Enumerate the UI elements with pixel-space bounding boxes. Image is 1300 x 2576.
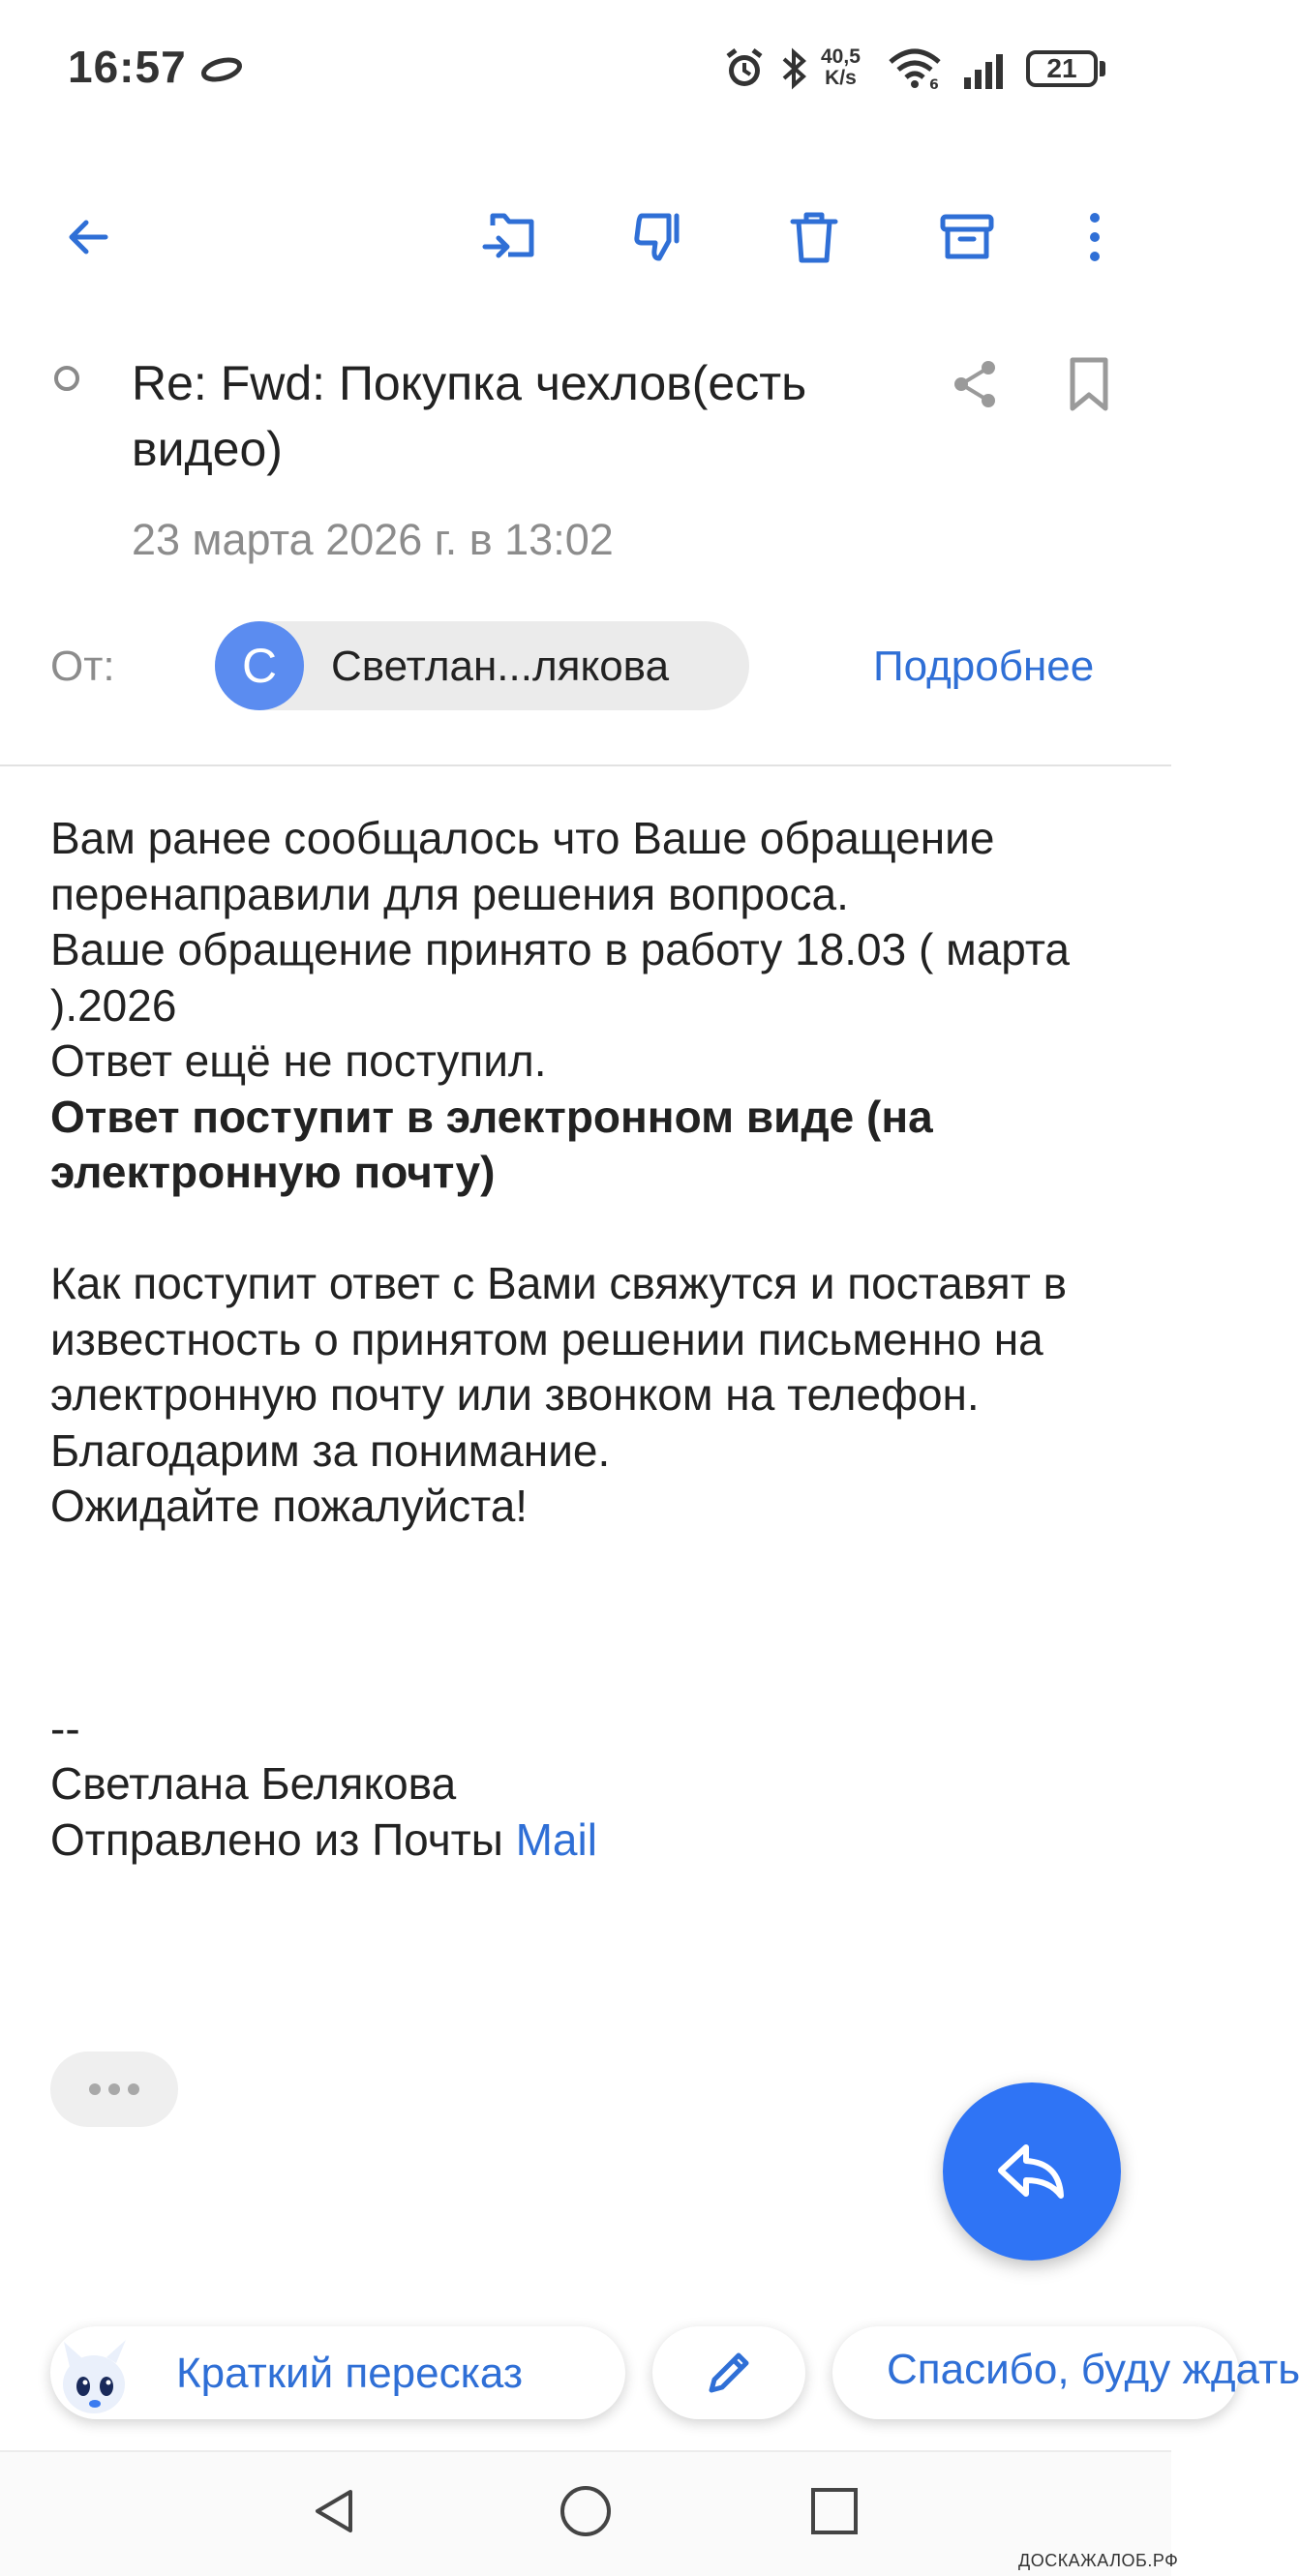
body-bold-line: Ответ поступит в электронном виде (на электронную почту) [50, 1091, 933, 1197]
reply-icon [993, 2138, 1071, 2205]
summary-chip-label: Краткий пересказ [176, 2350, 523, 2397]
bluetooth-icon [776, 46, 811, 91]
reply-fab[interactable] [943, 2082, 1121, 2261]
from-label: От: [50, 643, 115, 690]
signature-separator: -- [50, 1702, 80, 1753]
details-link[interactable]: Подробнее [873, 643, 1095, 690]
avatar: С [215, 621, 304, 710]
battery-level: 21 [1046, 53, 1077, 83]
share-icon [948, 357, 1002, 411]
compose-chip[interactable] [652, 2326, 805, 2419]
svg-text:6: 6 [929, 77, 939, 93]
network-speed-unit: K/s [825, 67, 857, 89]
delete-trash-icon [787, 208, 841, 266]
sent-from-text: Отправлено из Почты [50, 1813, 516, 1865]
signature-name: Светлана Белякова [50, 1758, 457, 1809]
move-to-folder-button[interactable] [467, 194, 554, 281]
mail-app-link[interactable]: Mail [515, 1813, 597, 1865]
dot [108, 2083, 120, 2095]
delete-button[interactable] [771, 194, 858, 281]
battery-indicator [1026, 50, 1098, 87]
email-body [50, 811, 1134, 1868]
unread-indicator[interactable] [54, 366, 79, 391]
mascot-icon [50, 2334, 137, 2421]
nav-back-button[interactable] [296, 2472, 374, 2550]
more-vertical-icon [1085, 210, 1104, 264]
pencil-icon [704, 2348, 754, 2398]
quick-reply-chip-label: Спасибо, буду ждать [887, 2346, 1300, 2393]
header-divider [0, 764, 1171, 766]
nav-recents-button[interactable] [796, 2472, 873, 2550]
spam-button[interactable] [616, 194, 703, 281]
nav-back-triangle-icon [308, 2484, 362, 2538]
alarm-icon [722, 46, 767, 91]
sent-from-line [50, 1812, 1134, 1869]
back-arrow-icon [61, 210, 115, 264]
email-subject: Re: Fwd: Покупка чехлов(есть видео) [132, 356, 807, 476]
bookmark-button[interactable] [1055, 350, 1123, 418]
battery-tip [1100, 61, 1105, 76]
body-line: Благодарим за понимание. [50, 1424, 611, 1476]
archive-icon [938, 210, 996, 264]
cellular-signal-icon [962, 46, 1013, 91]
body-line: Ответ ещё не поступил. [50, 1035, 547, 1086]
move-to-folder-icon [479, 208, 541, 266]
body-line: Ожидайте пожалуйста! [50, 1481, 529, 1531]
cloud-sync-icon [199, 56, 244, 83]
network-speed [821, 46, 861, 89]
show-quoted-button[interactable] [50, 2052, 178, 2127]
nav-recents-square-icon [808, 2485, 861, 2537]
body-spacer [50, 1201, 1134, 1257]
more-options-button[interactable] [1051, 194, 1138, 281]
body-line: Вам ранее сообщалось что Ваше обращение перенаправили для решения вопроса. [50, 813, 995, 919]
bookmark-icon [1067, 356, 1111, 412]
archive-button[interactable] [923, 194, 1011, 281]
status-time: 16:57 [68, 42, 187, 92]
share-button[interactable] [941, 350, 1009, 418]
body-line: Ваше обращение принято в работу 18.03 ( марта ).2026 [50, 924, 1070, 1031]
body-spacer [50, 1535, 1134, 1701]
spam-thumbs-down-icon [630, 208, 688, 266]
sender-name: Светлан...лякова [331, 643, 670, 690]
wifi-icon [887, 46, 943, 91]
dot [89, 2083, 101, 2095]
body-paragraph: Как поступит ответ с Вами свяжутся и поставят в известность о принятом решении письменно на электронную почту или звонком на телефон. [50, 1258, 1068, 1420]
watermark: ДОСКАЖАЛОБ.РФ [1018, 2551, 1179, 2570]
nav-home-circle-icon [558, 2483, 614, 2539]
back-button[interactable] [45, 194, 132, 281]
nav-home-button[interactable] [547, 2472, 624, 2550]
network-speed-value: 40,5 [821, 45, 861, 68]
dot [128, 2083, 139, 2095]
email-date: 23 марта 2026 г. в 13:02 [132, 515, 614, 564]
